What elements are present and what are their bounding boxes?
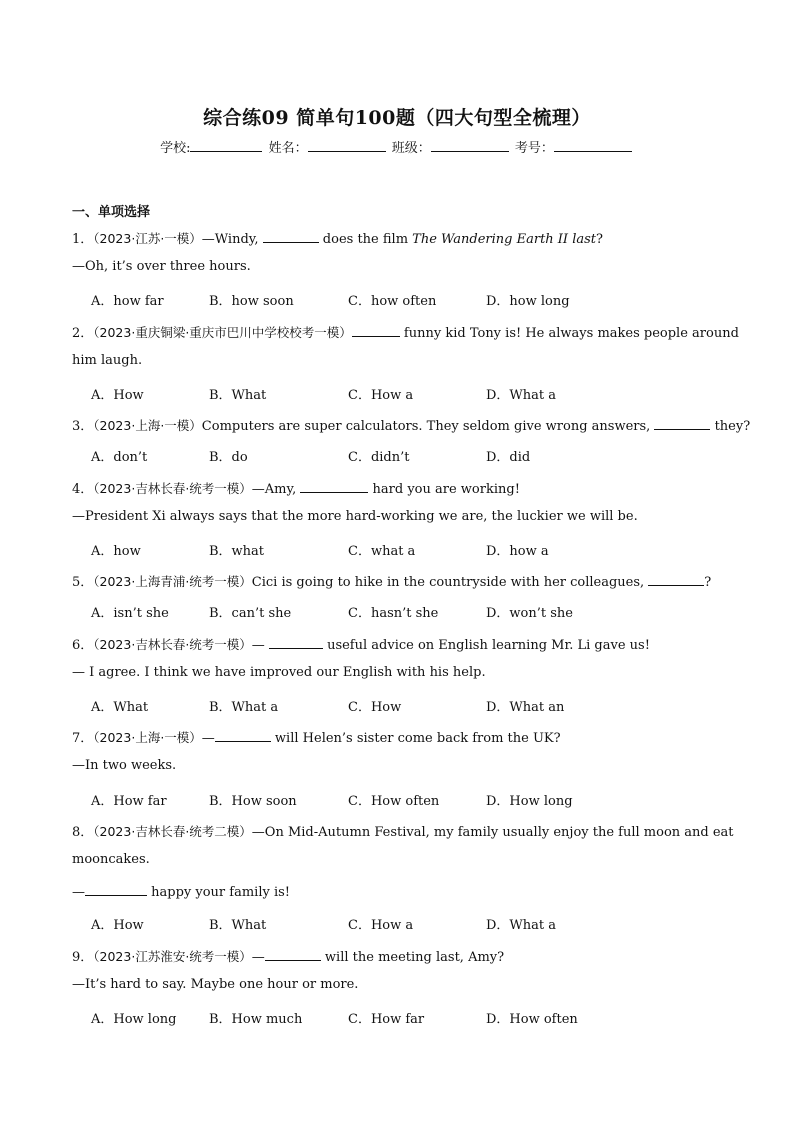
- question-8-line-3: — happy your family is!: [72, 885, 290, 900]
- name-label: 姓名：: [268, 141, 308, 156]
- option-a[interactable]: A．How far: [91, 794, 167, 809]
- student-info-line: [0, 137, 794, 156]
- class-label: 班级：: [391, 141, 431, 156]
- name-blank[interactable]: [308, 139, 386, 152]
- option-a[interactable]: A．don’t: [91, 450, 148, 465]
- option-d[interactable]: D．how long: [486, 294, 570, 309]
- option-a[interactable]: A．What: [91, 700, 149, 715]
- option-c[interactable]: C．How far: [348, 1012, 425, 1027]
- number-label: 考号：: [514, 141, 554, 156]
- school-blank[interactable]: [190, 139, 262, 152]
- question-6-line-2: — I agree. I think we have improved our English with his help.: [72, 665, 486, 680]
- option-c[interactable]: C．what a: [348, 544, 416, 559]
- answer-blank[interactable]: [85, 883, 147, 896]
- class-blank[interactable]: [431, 139, 509, 152]
- answer-blank[interactable]: [263, 230, 319, 243]
- option-a[interactable]: A．how far: [91, 294, 164, 309]
- option-c[interactable]: C．How: [348, 700, 402, 715]
- answer-blank[interactable]: [300, 480, 368, 493]
- answer-blank[interactable]: [352, 324, 400, 337]
- question-8-line-2: mooncakes.: [72, 852, 150, 867]
- option-c[interactable]: C．How a: [348, 918, 414, 933]
- option-d[interactable]: D．won’t she: [486, 606, 573, 621]
- option-a[interactable]: A．How long: [91, 1012, 177, 1027]
- question-4: 4．（2023·吉林长春·统考一模）—Amy, hard you are working!: [72, 481, 520, 497]
- answer-blank[interactable]: [265, 948, 321, 961]
- question-5: 5．（2023·上海青浦·统考一模）Cici is going to hike in the countryside with her colleagues, ?: [72, 574, 712, 590]
- section-title: 一、单项选择: [72, 205, 151, 220]
- option-d[interactable]: D．how a: [486, 544, 549, 559]
- option-d[interactable]: D．How often: [486, 1012, 578, 1027]
- option-d[interactable]: D．did: [486, 450, 531, 465]
- school-label: 学校:: [160, 141, 191, 156]
- number-blank[interactable]: [554, 139, 632, 152]
- question-4-line-2: —President Xi always says that the more hard-working we are, the luckier we will be.: [72, 509, 638, 524]
- option-b[interactable]: B．What a: [209, 700, 279, 715]
- option-c[interactable]: C．How often: [348, 794, 440, 809]
- question-9-line-2: —It’s hard to say. Maybe one hour or more.: [72, 977, 359, 992]
- answer-blank[interactable]: [654, 417, 710, 430]
- option-b[interactable]: B．What: [209, 918, 267, 933]
- question-1-line-2: —Oh, it’s over three hours.: [72, 259, 251, 274]
- option-b[interactable]: B．How much: [209, 1012, 303, 1027]
- option-a[interactable]: A．isn’t she: [91, 606, 169, 621]
- option-d[interactable]: D．How long: [486, 794, 573, 809]
- option-b[interactable]: B．how soon: [209, 294, 294, 309]
- page-title: 综合练09 简单句100题（四大句型全梳理）: [203, 107, 591, 129]
- option-a[interactable]: A．How: [91, 388, 144, 403]
- question-9: 9．（2023·江苏淮安·统考一模）— will the meeting last, Amy?: [72, 949, 505, 965]
- option-c[interactable]: C．how often: [348, 294, 437, 309]
- option-a[interactable]: A．how: [91, 544, 141, 559]
- question-7-line-2: —In two weeks.: [72, 758, 177, 773]
- question-3: 3．（2023·上海·一模）Computers are super calculators. They seldom give wrong answers, they?: [72, 418, 751, 434]
- question-6: 6．（2023·吉林长春·统考一模）— useful advice on English learning Mr. Li gave us!: [72, 637, 650, 653]
- question-2-line-2: him laugh.: [72, 353, 143, 368]
- question-7: 7．（2023·上海·一模）— will Helen’s sister come back from the UK?: [72, 730, 561, 746]
- option-d[interactable]: D．What a: [486, 918, 557, 933]
- option-a[interactable]: A．How: [91, 918, 144, 933]
- option-c[interactable]: C．didn’t: [348, 450, 410, 465]
- option-d[interactable]: D．What an: [486, 700, 565, 715]
- answer-blank[interactable]: [215, 729, 271, 742]
- option-b[interactable]: B．do: [209, 450, 248, 465]
- answer-blank[interactable]: [648, 573, 704, 586]
- answer-blank[interactable]: [269, 636, 323, 649]
- option-c[interactable]: C．hasn’t she: [348, 606, 439, 621]
- question-8: 8．（2023·吉林长春·统考二模）—On Mid-Autumn Festival, my family usually enjoy the full moon and eat: [72, 824, 734, 840]
- question-1: 1．（2023·江苏·一模）—Windy, does the film The Wandering Earth II last?: [72, 231, 603, 247]
- option-b[interactable]: B．What: [209, 388, 267, 403]
- option-b[interactable]: B．How soon: [209, 794, 297, 809]
- option-b[interactable]: B．what: [209, 544, 265, 559]
- question-2: 2．（2023·重庆铜梁·重庆市巴川中学校校考一模） funny kid Tony is! He always makes people around: [72, 325, 739, 341]
- option-d[interactable]: D．What a: [486, 388, 557, 403]
- option-c[interactable]: C．How a: [348, 388, 414, 403]
- option-b[interactable]: B．can’t she: [209, 606, 292, 621]
